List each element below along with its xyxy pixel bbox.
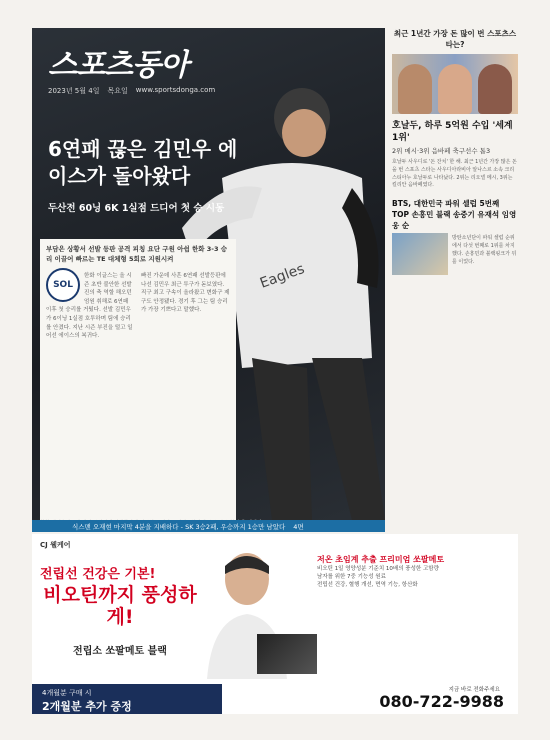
- right-subheadline: 2위 메시·3위 음바페 축구선수 톱3: [392, 147, 491, 155]
- news-ticker[interactable]: [32, 520, 385, 532]
- ticker-text: 식스맨 오재현 마지막 4분을 지배하다 - SK 3승2패, 우승까지 1승만 남았다: [72, 522, 286, 531]
- phone-number[interactable]: 080-722-9988: [379, 692, 504, 711]
- ad-brand: CJ 웰케어: [40, 541, 71, 549]
- article-body-left: 한화 이글스는 올 시즌 초반 불안한 선발진의 축 역할 해오던 엄원 취해로 6연패 이후 첫 승리를 거뒀다. 선발 김민우가 6이닝 1실점 호투하며 팀에 승리를 안겼다. 지난 시즌 부진을 털고 일어선 에이스의 복귀다.: [46, 273, 133, 340]
- product-box: [257, 634, 317, 674]
- offer-line-2: 남자를 위한 7중 기능성 원료: [317, 574, 386, 580]
- right-article-text: 호날두 사우디로 '돈 잔치' 한 해. 최근 1년간 가장 많은 돈을 번 스포츠 스타는 사우디아라비아 알나스르 소속 크리스티아누 호날두로 나타났다. 2위는 리오넬 메시, 3위는 킬리안 음바페였다.: [392, 159, 517, 189]
- sol-badge: SOL: [46, 268, 80, 302]
- main-article: [40, 239, 236, 520]
- dateline: [48, 86, 215, 96]
- ad-product-name: 전립소 쏘팔메토 블랙: [73, 646, 167, 657]
- athletes-photo: [392, 54, 518, 114]
- right-column: [392, 28, 518, 533]
- ticker-page: 4면: [293, 522, 304, 531]
- bonus-banner: [32, 684, 222, 714]
- bonus-title: 4개월분 구매 시: [42, 689, 92, 697]
- athlete-face-3: [478, 64, 512, 114]
- poll-title: 최근 1년간 가장 돈 많이 번 스포츠스타는?: [393, 29, 517, 49]
- ad-line-1: 전립선 건강은 기본!: [40, 567, 156, 582]
- athlete-face-1: [398, 64, 432, 114]
- advertisement[interactable]: [32, 534, 518, 714]
- main-subhead: 두산전 60닝 6K 1실점 드디어 첫 승 시동: [48, 203, 225, 214]
- issue-date: 2023년 5월 4일: [48, 87, 100, 95]
- main-headline: 6연패 끊은 김민우 에이스가 돌아왔다: [48, 137, 238, 188]
- offer-line-3: 전립선 건강, 혈행 개선, 면역 기능, 항산화: [317, 582, 418, 588]
- stamp-image: [392, 233, 448, 275]
- athlete-face-2: [438, 64, 472, 114]
- phone-label: 지금 바로 전화주세요: [448, 687, 500, 693]
- article-lead: 부담은 상황서 선발 등판 공격 피칭 요단 구원 아쉽 한화 3-3 승리 이끌어 빠르는 TE 대체형 5회로 지원시켜: [46, 245, 228, 263]
- issue-day: 목요일: [107, 87, 128, 95]
- right-second-text: 방탄소년단이 파워 셀럽 순위에서 다섯 번째로 1위를 차지했다. 손흥민과 블랙핑크가 뒤를 이었다.: [452, 235, 517, 265]
- article-column-right: [141, 268, 230, 341]
- ad-line-2: 비오틴까지 풍성하게!: [43, 584, 197, 628]
- svg-text:Eagles: Eagles: [257, 260, 307, 292]
- offer-title: 저온 초임계 추출 프리미엄 쏘팔메토: [317, 555, 445, 564]
- site-url[interactable]: www.sportsdonga.com: [135, 86, 216, 94]
- bonus-offer: 2개월분 추가 증정: [42, 700, 132, 713]
- article-body-right: 빠진 가운데 사흔 6연패 선발등판에 나선 김민우 최근 투구가 돋보였다. 직구 최고 구속이 올라왔고 변화구 제구도 안정됐다. 경기 후 그는 팀 승리가 가장 기쁘다고 말했다.: [141, 273, 230, 314]
- masthead-logo: 스포츠동아: [48, 48, 188, 83]
- ad-offer: [317, 554, 507, 589]
- article-column-left: [46, 268, 135, 341]
- offer-line-1: 비오틴 1일 영양성분 기준치 10배의 풍성한 고함량: [317, 566, 439, 572]
- right-headline: 호날두, 하루 5억원 수입 '세계 1위': [392, 121, 513, 143]
- hero-section: [32, 28, 385, 520]
- right-second-headline: BTS, 대한민국 파워 셀럽 5번째 TOP 손흥민 블랙 송중기 유재석 임영웅 순: [392, 199, 517, 231]
